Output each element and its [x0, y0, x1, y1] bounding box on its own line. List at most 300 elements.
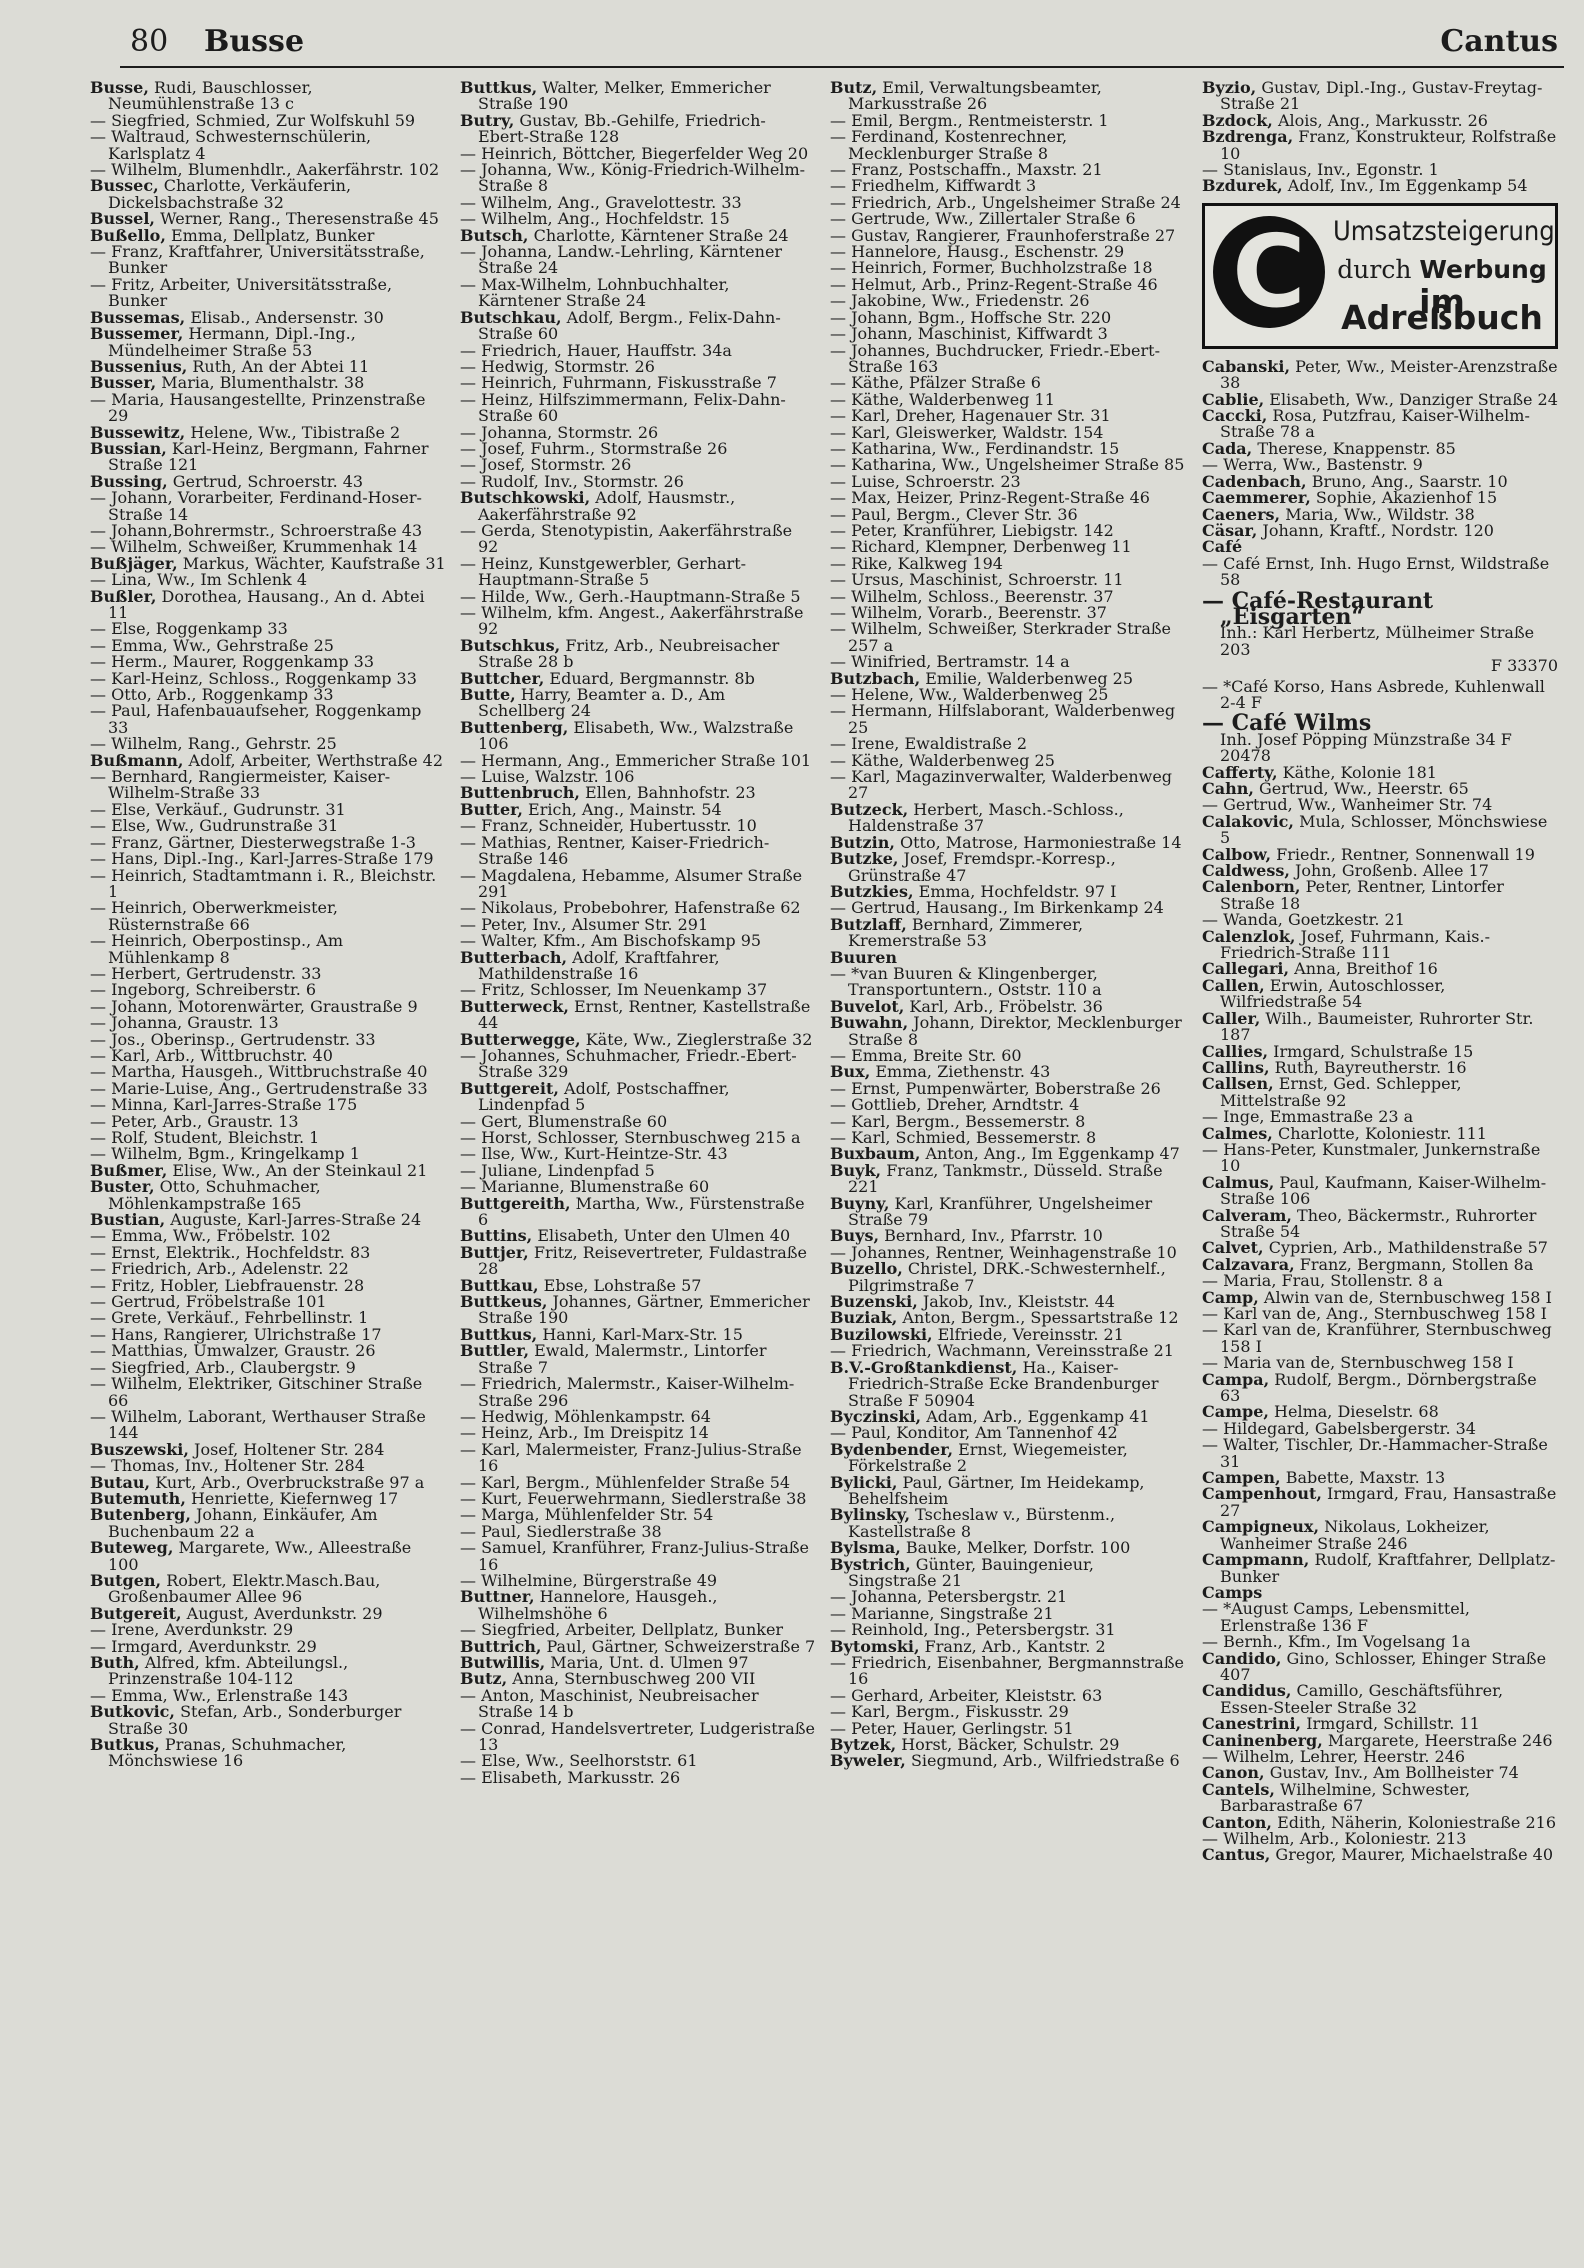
- entry-surname: Buttkus,: [460, 78, 538, 97]
- entry-surname: Caemmerer,: [1202, 488, 1311, 508]
- entry-details: — Maria, Frau, Stollenstr. 8 a: [1202, 1271, 1443, 1291]
- entry-details: — Johanna, Petersbergstr. 21: [830, 1587, 1068, 1607]
- ad-tagline: im Adreßbuch: [1341, 281, 1543, 338]
- entry-details: Bruno, Ang., Saarstr. 10: [1306, 471, 1508, 491]
- entry-surname: Bystrich,: [830, 1554, 911, 1574]
- column-4: [1202, 80, 1558, 1864]
- entry-details: — Friedrich, Hauer, Hauffstr. 34a: [460, 340, 732, 360]
- entry-details: — Hilde, Ww., Gerh.-Hauptmann-Straße 5: [460, 586, 801, 606]
- directory-entry: [1202, 1648, 1558, 1684]
- directory-entry: [460, 1242, 816, 1279]
- entry-details: Käte, Ww., Zieglerstraße 32: [580, 1029, 813, 1049]
- entry-surname: Buys,: [830, 1226, 880, 1246]
- entry-details: — Wilhelm, Vorarb., Beerenstr. 37: [830, 603, 1107, 622]
- entry-details: — Emma, Ww., Fröbelstr. 102: [90, 1226, 331, 1246]
- directory-entry: [1202, 1779, 1558, 1816]
- entry-details: — Johanna, Graustr. 13: [90, 1013, 279, 1033]
- entry-details: — Walter, Kfm., Am Bischofskamp 95: [460, 931, 762, 951]
- directory-entry: [830, 80, 1186, 113]
- entry-details: — Johannes, Rentner, Weinhagenstraße 10: [830, 1242, 1177, 1262]
- directory-entry: [460, 687, 816, 720]
- entry-details: — Gerda, Stenotypistin, Aakerfährstraße 92: [460, 520, 793, 557]
- directory-entry: [90, 1655, 446, 1688]
- entry-surname: Bux,: [830, 1062, 871, 1082]
- entry-surname: Butzkies,: [830, 881, 914, 901]
- entry-details: Margarete, Ww., Alleestraße 100: [108, 1538, 412, 1574]
- entry-details: — Johanna, Stormstr. 26: [460, 422, 659, 442]
- entry-surname: Butterweck,: [460, 996, 569, 1016]
- directory-entry: [90, 244, 446, 277]
- entry-details: — Emma, Ww., Gehrstraße 25: [90, 635, 334, 655]
- entry-surname: Buttrich,: [460, 1636, 542, 1656]
- directory-entry: [830, 1357, 1186, 1410]
- entry-details: Edith, Näherin, Koloniestraße 216: [1272, 1812, 1556, 1832]
- entry-details: — Grete, Verkäuf., Fehrbellinstr. 1: [90, 1308, 369, 1328]
- entry-surname: Campigneux,: [1202, 1517, 1320, 1537]
- entry-details: — Nikolaus, Probebohrer, Hafenstraße 62: [460, 898, 801, 918]
- directory-entry: [460, 1767, 816, 1787]
- entry-details: Cyprien, Arb., Mathildenstraße 57: [1263, 1238, 1548, 1258]
- entry-surname: Butterwegge,: [460, 1029, 581, 1049]
- entry-details: Gustav, Dipl.-Ing., Gustav-Freytag-Straße 21: [1220, 78, 1543, 114]
- entry-details: Johann, Einkäufer, Am Buchenbaum 22 a: [108, 1505, 378, 1541]
- header-first-name: Busse: [204, 24, 305, 59]
- entry-surname: Bylicki,: [830, 1472, 898, 1492]
- entry-details: Erich, Ang., Mainstr. 54: [522, 799, 722, 819]
- entry-details: Paul, Kaufmann, Kaiser-Wilhelm-Straße 106: [1220, 1172, 1547, 1209]
- entry-details: — Heinrich, Oberwerkmeister, Rüsternstraße 66: [90, 898, 338, 934]
- ad-subline: durch Werbung: [1337, 254, 1547, 284]
- entry-details: Emilie, Walderbenweg 25: [920, 668, 1134, 688]
- entry-details: — Gert, Blumenstraße 60: [460, 1111, 668, 1131]
- directory-entry: [460, 162, 816, 195]
- entry-details: Harry, Beamter a. D., Am Schellberg 24: [478, 685, 726, 721]
- entry-surname: Buvelot,: [830, 996, 905, 1016]
- entry-details: — Emma, Breite Str. 60: [830, 1045, 1022, 1065]
- entry-surname: Buttkeus,: [460, 1292, 548, 1312]
- entry-surname: Buszewski,: [90, 1439, 189, 1459]
- cafe-eisgarten-title: — Café-Restaurant „Eisgarten“: [1202, 587, 1434, 630]
- entry-details: — Paul, Konditor, Am Tannenhof 42: [830, 1423, 1118, 1443]
- entry-details: — Inge, Emmastraße 23 a: [1202, 1107, 1414, 1127]
- entry-surname: Canon,: [1202, 1763, 1265, 1783]
- entry-surname: Calenborn,: [1202, 877, 1301, 897]
- entry-details: Charlotte, Kärntener Straße 24: [528, 225, 789, 245]
- entry-details: Franz, Arb., Kantstr. 2: [919, 1636, 1106, 1656]
- entry-details: Ebse, Lohstraße 57: [538, 1275, 702, 1295]
- entry-details: — Magdalena, Hebamme, Alsumer Straße 291: [460, 865, 803, 901]
- entry-surname: Calbow,: [1202, 844, 1272, 864]
- entry-details: Adolf, Bergm., Felix-Dahn-Straße 60: [478, 307, 781, 344]
- directory-entry: [460, 996, 816, 1033]
- entry-surname: Campe,: [1202, 1402, 1269, 1422]
- entry-surname: Bußmer,: [90, 1160, 168, 1180]
- entry-surname: Buttgereith,: [460, 1193, 571, 1213]
- entry-surname: Butz,: [460, 1669, 508, 1689]
- directory-entry: [1202, 1322, 1558, 1355]
- directory-entry: [830, 1472, 1186, 1508]
- entry-details: Gertrud, Schroerstr. 43: [167, 471, 364, 491]
- entry-details: Käthe, Kolonie 181: [1277, 762, 1437, 782]
- entry-details: — Friedrich, Eisenbahner, Bergmannstraße 16: [830, 1653, 1184, 1689]
- directory-entry: [460, 1540, 816, 1573]
- directory-entry: [1202, 811, 1558, 848]
- directory-entry: [90, 900, 446, 933]
- entry-details: — Marianne, Singstraße 21: [830, 1603, 1054, 1623]
- entry-details: Maria, Blumenthalstr. 38: [156, 373, 365, 393]
- page-header: [120, 18, 1564, 68]
- entry-details: — Ilse, Ww., Kurt-Heintze-Str. 43: [460, 1144, 728, 1164]
- entry-surname: Bytzek,: [830, 1735, 897, 1755]
- entry-details: — Wilhelm, Rang., Gehrstr. 25: [90, 734, 337, 754]
- entry-surname: Campa,: [1202, 1369, 1270, 1389]
- entry-details: — Thomas, Inv., Holtener Str. 284: [90, 1456, 365, 1476]
- entry-details: — Helmut, Arb., Prinz-Regent-Straße 46: [830, 274, 1158, 294]
- directory-entry: [1202, 520, 1558, 540]
- directory-entry: [830, 703, 1186, 736]
- directory-entry: [1202, 1205, 1558, 1241]
- entry-details: — Friedrich, Malermstr., Kaiser-Wilhelm-Straße 296: [460, 1374, 795, 1410]
- directory-entry: [90, 865, 446, 901]
- entry-surname: Buzello,: [830, 1259, 903, 1279]
- entry-surname: Buteweg,: [90, 1538, 174, 1558]
- directory-entry: [1202, 553, 1558, 590]
- entry-details: — Franz, Postschaffn., Maxstr. 21: [830, 160, 1103, 180]
- entry-surname: Butsch,: [460, 225, 529, 245]
- entry-surname: Campenhout,: [1202, 1484, 1322, 1504]
- entry-surname: Butau,: [90, 1472, 151, 1492]
- entry-details: Elise, Ww., An der Steinkaul 21: [167, 1160, 428, 1180]
- entry-details: — Friedhelm, Kiffwardt 3: [830, 176, 1037, 196]
- entry-details: — Paul, Bergm., Clever Str. 36: [830, 504, 1078, 524]
- entry-details: Bernhard, Zimmerer, Kremerstraße 53: [848, 914, 1084, 951]
- entry-surname: Calveram,: [1202, 1205, 1292, 1225]
- entry-details: — Samuel, Kranführer, Franz-Julius-Straße 16: [460, 1538, 810, 1574]
- directory-entry: [1202, 408, 1558, 441]
- directory-entry: [90, 389, 446, 426]
- page-number: 80: [130, 24, 169, 59]
- entry-details: — Heinrich, Fuhrmann, Fiskusstraße 7: [460, 373, 777, 393]
- entry-details: — Siegfried, Arb., Claubergstr. 9: [90, 1357, 356, 1377]
- entry-details: — Johannes, Buchdrucker, Friedr.-Ebert-Straße 163: [830, 340, 1160, 376]
- entry-details: — Luise, Walzstr. 106: [460, 767, 635, 787]
- entry-details: — Wilhelm, kfm. Angest., Aakerfährstraße 92: [460, 603, 804, 639]
- entry-surname: Butry,: [460, 110, 515, 130]
- entry-details: Walter, Melker, Emmericher Straße 190: [478, 78, 771, 114]
- entry-details: Charlotte, Verkäuferin, Dickelsbachstraße 32: [108, 176, 352, 212]
- entry-details: — Hildegard, Gabelsbergerstr. 34: [1202, 1418, 1476, 1438]
- entry-surname: Bustian,: [90, 1210, 166, 1230]
- entry-details: — Wilhelm, Schweißer, Sterkrader Straße 257 a: [830, 619, 1172, 655]
- directory-entry: [460, 244, 816, 277]
- directory-entry: [90, 1570, 446, 1607]
- entry-details: — Heinrich, Stadtamtmann i. R., Bleichstr. 1: [90, 865, 437, 901]
- entry-details: — Herm., Maurer, Roggenkamp 33: [90, 652, 375, 672]
- entry-details: — Johanna, Landw.-Lehrling, Kärntener Straße 24: [460, 242, 783, 278]
- entry-surname: Cantus,: [1202, 1845, 1271, 1865]
- cafe-wilms-owner: Inh. Josef Pöpping Münzstraße 34 F 20478: [1220, 729, 1512, 766]
- directory-entry: [1202, 1683, 1558, 1716]
- directory-entry: [1202, 1172, 1558, 1209]
- entry-details: — Wilhelm, Blumenhdlr., Aakerfährstr. 102: [90, 160, 440, 180]
- entry-surname: Cabanski,: [1202, 356, 1291, 376]
- entry-details: Maria, Ww., Wildstr. 38: [1280, 504, 1475, 524]
- entry-details: — Käthe, Walderbenweg 25: [830, 750, 1055, 770]
- entry-surname: Buttkus,: [460, 1324, 538, 1344]
- entry-surname: Candido,: [1202, 1648, 1282, 1668]
- entry-surname: Calakovic,: [1202, 811, 1294, 831]
- entry-details: — Hermann, Hilfslaborant, Walderbenweg 25: [830, 701, 1176, 737]
- directory-entry: [460, 865, 816, 901]
- directory-entry: [830, 1554, 1186, 1590]
- entry-details: — Mathias, Rentner, Kaiser-Friedrich-Straße 146: [460, 832, 770, 869]
- directory-entry: [460, 605, 816, 638]
- entry-surname: Butschkau,: [460, 307, 562, 327]
- directory-entry: [460, 1294, 816, 1327]
- entry-details: Jakob, Inv., Kleiststr. 44: [917, 1292, 1115, 1312]
- entry-details: Ernst, Ged. Schlepper, Mittelstraße 92: [1220, 1074, 1462, 1110]
- entry-details: — Hans-Peter, Kunstmaler, Junkernstraße 10: [1202, 1139, 1541, 1176]
- entry-details: Adolf, Arbeiter, Werthstraße 42: [183, 750, 444, 770]
- entry-details: — Katharina, Ww., Ungelsheimer Straße 85: [830, 455, 1185, 475]
- entry-surname: Bzdock,: [1202, 110, 1273, 130]
- directory-entry: [1202, 178, 1558, 194]
- entry-details: — Marianne, Blumenstraße 60: [460, 1177, 710, 1197]
- entry-surname: Byzio,: [1202, 78, 1257, 97]
- directory-entry: [460, 1343, 816, 1376]
- entry-surname: Bussemer,: [90, 324, 184, 344]
- entry-details: Irmgard, Schulstraße 15: [1268, 1041, 1474, 1061]
- entry-details: — *van Buuren & Klingenberger, Transportuntern., Oststr. 110 a: [830, 963, 1102, 1000]
- entry-details: Elisabeth, Ww., Walzstraße 106: [478, 717, 794, 754]
- entry-details: — Hans, Dipl.-Ing., Karl-Jarres-Straße 179: [90, 849, 434, 869]
- entry-details: — Friedrich, Wachmann, Vereinsstraße 21: [830, 1341, 1174, 1361]
- entry-details: — Friedrich, Arb., Adelenstr. 22: [90, 1259, 349, 1279]
- entry-details: Eduard, Bergmannstr. 8b: [544, 668, 755, 688]
- entry-details: Friedr., Rentner, Sonnenwall 19: [1271, 844, 1535, 864]
- entry-details: Paul, Gärtner, Im Heidekamp, Behelfsheim: [848, 1472, 1145, 1508]
- column-3: [830, 80, 1186, 1770]
- entry-details: — Horst, Schlosser, Sternbuschweg 215 a: [460, 1128, 801, 1147]
- entry-details: — Wilhelmine, Bürgerstraße 49: [460, 1570, 718, 1590]
- entry-details: — Siegfried, Schmied, Zur Wolfskuhl 59: [90, 110, 416, 130]
- entry-details: Henriette, Kiefernweg 17: [185, 1488, 399, 1508]
- entry-details: — Johann, Bgm., Hoffsche Str. 220: [830, 307, 1112, 327]
- entry-details: Otto, Schuhmacher, Möhlenkampstraße 165: [108, 1177, 321, 1213]
- entry-details: — Karl van de, Kranführer, Sternbuschweg 158 I: [1202, 1320, 1552, 1356]
- directory-entry: [90, 1507, 446, 1540]
- directory-entry: [90, 1406, 446, 1443]
- entry-details: — Karl, Schmied, Bessemerstr. 8: [830, 1128, 1097, 1147]
- entry-details: Alois, Ang., Markusstr. 26: [1272, 110, 1488, 130]
- entry-details: Irmgard, Frau, Hansastraße 27: [1220, 1484, 1557, 1520]
- entry-surname: Buzenski,: [830, 1292, 918, 1312]
- column-2: [460, 80, 816, 1786]
- entry-details: — Maria, Hausangestellte, Prinzenstraße 29: [90, 389, 426, 426]
- entry-details: Wilh., Baumeister, Ruhrorter Str. 187: [1220, 1008, 1534, 1045]
- entry-surname: Butgereit,: [90, 1603, 182, 1623]
- entry-details: — Jakobine, Ww., Friedenstr. 26: [830, 291, 1090, 311]
- cafe-eisgarten-owner: Inh.: Karl Herbertz, Mülheimer Straße 203: [1220, 623, 1535, 659]
- entry-details: — Wilhelm, Arb., Koloniestr. 213: [1202, 1829, 1467, 1848]
- entry-surname: Bussian,: [90, 438, 167, 458]
- entry-details: — Wilhelm, Ang., Gravelottestr. 33: [460, 192, 742, 212]
- entry-details: Helene, Ww., Tibistraße 2: [185, 422, 401, 442]
- entry-details: Karl-Heinz, Bergmann, Fahrner Straße 121: [108, 438, 429, 475]
- entry-details: Horst, Bäcker, Schulstr. 29: [896, 1735, 1120, 1755]
- entry-surname: Buttkau,: [460, 1275, 539, 1295]
- entry-surname: Calmes,: [1202, 1123, 1273, 1143]
- directory-entry: [90, 129, 446, 162]
- entry-surname: Calvet,: [1202, 1238, 1264, 1258]
- entry-details: Kurt, Arb., Overbruckstraße 97 a: [150, 1472, 425, 1492]
- entry-details: Peter, Rentner, Lintorfer Straße 18: [1220, 877, 1504, 913]
- entry-details: Ruth, An der Abtei 11: [187, 356, 370, 376]
- entry-surname: Cadenbach,: [1202, 471, 1307, 491]
- ad-logo-c: C: [1213, 216, 1325, 328]
- directory-entry: [830, 129, 1186, 162]
- directory-entry: [460, 1376, 816, 1409]
- entry-details: Wilhelmine, Schwester, Barbarastraße 67: [1220, 1779, 1471, 1816]
- entry-details: — Johann,Bohrermstr., Schroerstraße 43: [90, 520, 423, 540]
- directory-entry: [460, 1078, 816, 1115]
- entry-details: Markus, Wächter, Kaufstraße 31: [177, 553, 446, 573]
- entry-details: — Karl, Malermeister, Franz-Julius-Straße 16: [460, 1439, 802, 1476]
- entry-details: Sophie, Akazienhof 15: [1310, 488, 1498, 508]
- entry-details: — Martha, Hausgeh., Wittbruchstraße 40: [90, 1062, 428, 1082]
- directory-entry: [90, 178, 446, 211]
- entry-details: — Gerhard, Arbeiter, Kleiststr. 63: [830, 1685, 1103, 1705]
- directory-entry: [1202, 879, 1558, 912]
- entry-details: Adam, Arb., Eggenkamp 41: [921, 1406, 1150, 1426]
- entry-details: Anna, Sternbuschweg 200 VII: [507, 1669, 756, 1689]
- entry-details: — Gertrude, Ww., Zillertaler Straße 6: [830, 209, 1136, 229]
- entry-surname: Calmus,: [1202, 1172, 1275, 1192]
- entry-surname: Canestrini,: [1202, 1714, 1302, 1734]
- entry-surname: Buzilowski,: [830, 1324, 933, 1344]
- entry-details: — Irene, Ewaldistraße 2: [830, 734, 1028, 754]
- entry-details: — Josef, Stormstr. 26: [460, 455, 632, 475]
- entry-details: — Franz, Schneider, Hubertusstr. 10: [460, 816, 757, 836]
- entry-details: — Café Ernst, Inh. Hugo Ernst, Wildstraße 58: [1202, 553, 1550, 590]
- directory-entry: [1202, 356, 1558, 393]
- directory-entry: [90, 438, 446, 475]
- entry-details: — Heinz, Kunstgewerbler, Gerhart-Hauptmann-Straße 5: [460, 553, 747, 590]
- entry-details: Gustav, Bb.-Gehilfe, Friedrich-Ebert-Straße 128: [478, 110, 766, 147]
- entry-details: — Käthe, Pfälzer Straße 6: [830, 373, 1041, 393]
- entry-details: — Peter, Arb., Graustr. 13: [90, 1111, 299, 1131]
- entry-details: Fritz, Arb., Neubreisacher Straße 28 b: [478, 635, 780, 672]
- entry-surname: Butzbach,: [830, 668, 921, 688]
- entry-surname: Caccki,: [1202, 406, 1268, 426]
- entry-details: — Johann, Maschinist, Kiffwardt 3: [830, 324, 1108, 344]
- entry-surname: Buttner,: [460, 1587, 535, 1607]
- entry-details: Josef, Fremdspr.-Korresp., Grünstraße 47: [848, 849, 1116, 885]
- entry-surname: Caldwess,: [1202, 861, 1290, 881]
- directory-entry: [460, 1045, 816, 1082]
- entry-details: Rudolf, Kraftfahrer, Dellplatz-Bunker: [1220, 1550, 1556, 1586]
- entry-details: Alwin van de, Sternbuschweg 158 I: [1258, 1287, 1552, 1307]
- entry-surname: Butenberg,: [90, 1505, 191, 1525]
- directory-entry: [90, 1179, 446, 1212]
- directory-entry: [1202, 975, 1558, 1012]
- entry-surname: Callen,: [1202, 975, 1265, 995]
- entry-surname: Byweler,: [830, 1751, 906, 1771]
- column-1: [90, 80, 446, 1770]
- entry-surname: Butzeck,: [830, 799, 909, 819]
- directory-entry: [830, 1439, 1186, 1476]
- entry-details: Ewald, Malermstr., Lintorfer Straße 7: [478, 1341, 767, 1377]
- entry-surname: Busse,: [90, 78, 149, 97]
- entry-details: — Rudolf, Inv., Stormstr. 26: [460, 471, 684, 491]
- directory-entry: [830, 621, 1186, 654]
- entry-details: Josef, Fuhrmann, Kais.-Friedrich-Straße 111: [1220, 926, 1490, 963]
- entry-details: — Waltraud, Schwesternschülerin, Karlsplatz 4: [90, 127, 372, 163]
- directory-entry: [90, 1704, 446, 1737]
- entry-details: Emma, Ziethenstr. 43: [870, 1062, 1051, 1082]
- entry-details: — Irmgard, Averdunkstr. 29: [90, 1636, 317, 1656]
- entry-details: — Else, Ww., Gudrunstraße 31: [90, 816, 339, 836]
- entry-surname: Butwillis,: [460, 1653, 546, 1672]
- entry-details: John, Großenb. Allee 17: [1289, 861, 1489, 881]
- entry-surname: Canton,: [1202, 1812, 1272, 1832]
- entry-surname: Cahn,: [1202, 779, 1254, 798]
- entry-surname: Butz,: [830, 78, 878, 97]
- directory-entry: [460, 832, 816, 869]
- entry-details: — Heinrich, Böttcher, Biegerfelder Weg 20: [460, 143, 809, 163]
- entry-details: Rosa, Putzfrau, Kaiser-Wilhelm-Straße 78 a: [1220, 406, 1530, 442]
- entry-surname: Cantels,: [1202, 1779, 1275, 1799]
- entry-details: Rudolf, Bergm., Dörnbergstraße 63: [1220, 1369, 1537, 1406]
- entry-details: — Johann, Motorenwärter, Graustraße 9: [90, 996, 418, 1016]
- entry-surname: Buttcher,: [460, 668, 545, 688]
- entry-details: — Helene, Ww., Walderbenweg 25: [830, 685, 1109, 705]
- entry-details: — Hermann, Ang., Emmericher Straße 101: [460, 750, 812, 770]
- entry-details: — Karl-Heinz, Schloss., Roggenkamp 33: [90, 668, 417, 688]
- entry-details: Hermann, Dipl.-Ing., Mündelheimer Straße 53: [108, 324, 356, 360]
- entry-surname: Campmann,: [1202, 1550, 1310, 1570]
- directory-entry: [90, 326, 446, 359]
- entry-details: Erwin, Autoschlosser, Wilfriedstraße 54: [1220, 975, 1446, 1012]
- entry-details: — Peter, Kranführer, Liebigstr. 142: [830, 520, 1114, 540]
- entry-details: Mula, Schlosser, Mönchswiese 5: [1220, 811, 1548, 848]
- entry-details: Adolf, Inv., Im Eggenkamp 54: [1282, 176, 1528, 196]
- entry-details: Maria, Unt. d. Ulmen 97: [545, 1653, 749, 1672]
- entry-details: Karl, Kranführer, Ungelsheimer Straße 79: [848, 1193, 1153, 1230]
- entry-details: — Peter, Inv., Alsumer Str. 291: [460, 914, 709, 934]
- directory-entry: [90, 933, 446, 966]
- entry-details: Tscheslaw v., Bürstenm., Kastellstraße 8: [848, 1505, 1116, 1541]
- entry-details: — Hannelore, Hausg., Eschenstr. 29: [830, 242, 1125, 262]
- entry-details: Helma, Dieselstr. 68: [1268, 1402, 1439, 1422]
- directory-entry: [460, 717, 816, 754]
- directory-entry: [460, 110, 816, 147]
- entry-details: — Wilhelm, Lehrer, Heerstr. 246: [1202, 1746, 1466, 1766]
- entry-details: — Josef, Fuhrm., Stormstraße 26: [460, 438, 728, 458]
- directory-entry: [830, 1261, 1186, 1294]
- entry-surname: Butgen,: [90, 1570, 162, 1590]
- entry-details: — Wilhelm, Ang., Hochfeldstr. 15: [460, 209, 730, 229]
- entry-surname: Butter,: [460, 799, 523, 819]
- entry-details: Paul, Gärtner, Schweizerstraße 7: [541, 1636, 816, 1656]
- entry-details: Ernst, Wiegemeister, Förkelstraße 2: [848, 1439, 1128, 1476]
- entry-surname: Buttgereit,: [460, 1078, 559, 1098]
- entry-details: Nikolaus, Lokheizer, Wanheimer Straße 246: [1220, 1517, 1490, 1553]
- entry-details: — Karl van de, Ang., Sternbuschweg 158 I: [1202, 1304, 1547, 1323]
- entry-details: Johann, Kraftf., Nordstr. 120: [1257, 520, 1494, 540]
- directory-entry: [830, 851, 1186, 884]
- entry-surname: Byczinski,: [830, 1406, 922, 1426]
